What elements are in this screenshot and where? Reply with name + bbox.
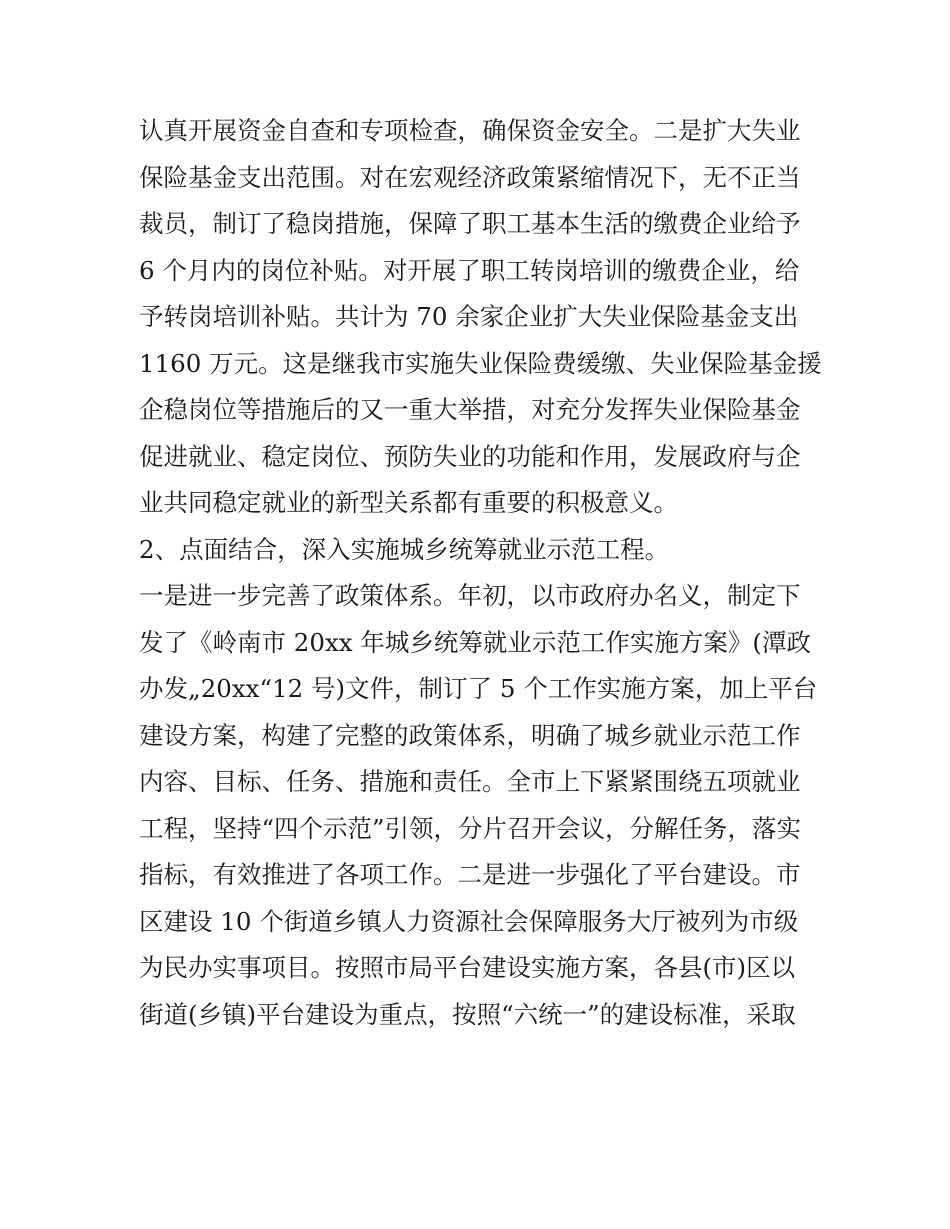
text-line: 区建设 10 个街道乡镇人力资源社会保障服务大厅被列为市级 <box>139 906 799 936</box>
text-line: 1160 万元。这是继我市实施失业保险费缓缴、失业保险基金援 <box>139 348 822 378</box>
text-line: 认真开展资金自查和专项检查，确保资金安全。二是扩大失业 <box>139 116 801 145</box>
text-line: 为民办实事项目。按照市局平台建设实施方案，各县(市)区以 <box>139 953 796 982</box>
text-line: 街道(乡镇)平台建设为重点，按照“六统一”的建设标准，采取 <box>139 999 796 1029</box>
text-line: 建设方案，构建了完整的政策体系，明确了城乡就业示范工作 <box>139 720 801 750</box>
text-line: 办发„20xx“12 号)文件，制订了 5 个工作实施方案，加上平台 <box>139 674 818 703</box>
document-body <box>139 108 829 1038</box>
text-line: 内容、目标、任务、措施和责任。全市上下紧紧围绕五项就业 <box>139 767 801 796</box>
text-line: 予转岗培训补贴。共计为 70 余家企业扩大失业保险基金支出 <box>139 302 799 331</box>
text-line: 6 个月内的岗位补贴。对开展了职工转岗培训的缴费企业，给 <box>139 255 800 285</box>
text-line: 发了《岭南市 20xx 年城乡统筹就业示范工作实施方案》(潭政 <box>139 627 811 657</box>
text-line: 企稳岗位等措施后的又一重大举措，对充分发挥失业保险基金 <box>139 395 801 424</box>
text-line: 裁员，制订了稳岗措施，保障了职工基本生活的缴费企业给予 <box>139 209 801 238</box>
text-line: 保险基金支出范围。对在宏观经济政策紧缩情况下，无不正当 <box>139 162 801 192</box>
text-line: 业共同稳定就业的新型关系都有重要的积极意义。 <box>139 488 678 517</box>
text-line: 指标，有效推进了各项工作。二是进一步强化了平台建设。市 <box>139 860 801 889</box>
section-heading: 2、点面结合，深入实施城乡统筹就业示范工程。 <box>139 534 670 564</box>
text-line: 工程，坚持“四个示范”引领，分片召开会议，分解任务，落实 <box>139 813 802 843</box>
text-line: 促进就业、稳定岗位、预防失业的功能和作用，发展政府与企 <box>139 441 801 471</box>
text-line: 一是进一步完善了政策体系。年初，以市政府办名义，制定下 <box>139 581 801 610</box>
